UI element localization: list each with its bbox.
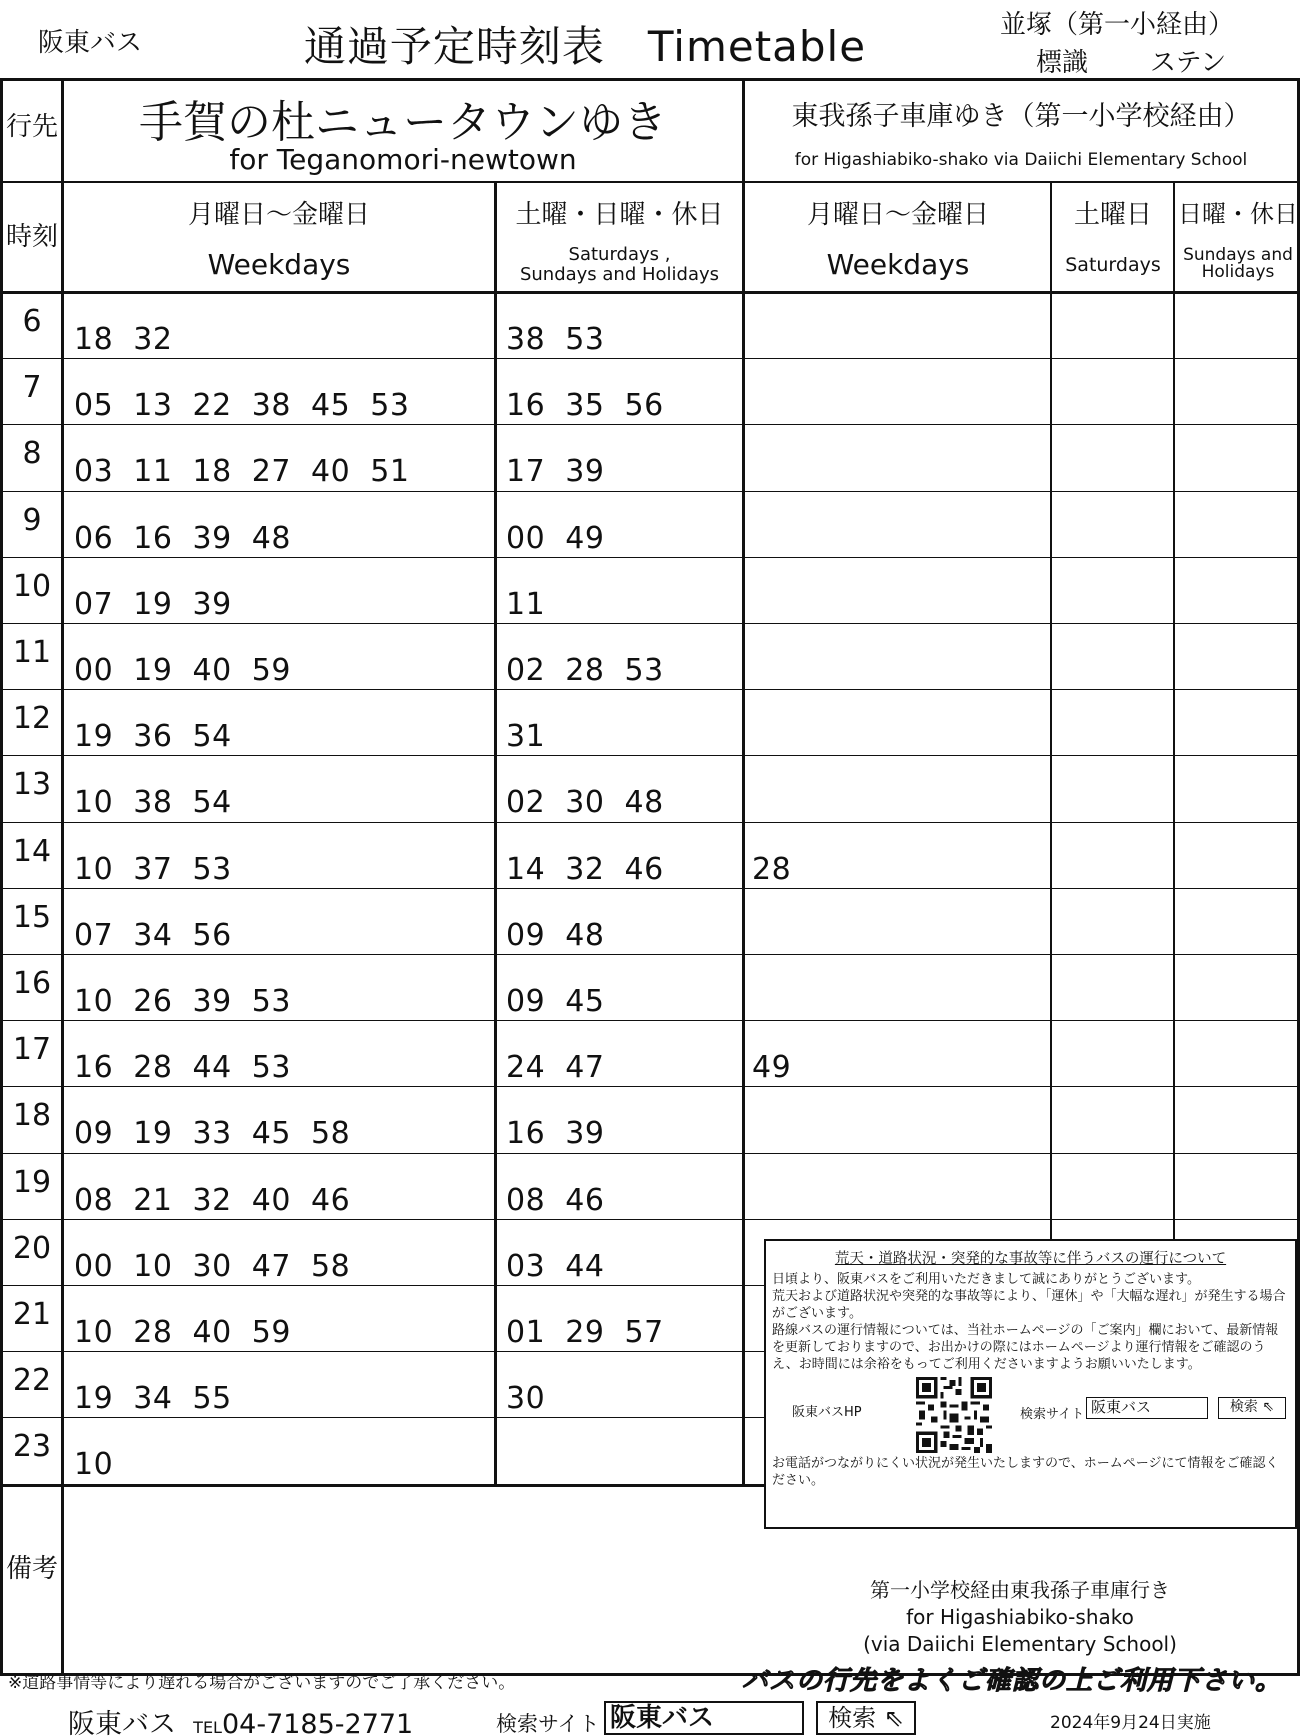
dest2-weekday-times: 28 bbox=[752, 851, 792, 887]
weekday-times: 10 38 54 bbox=[74, 785, 232, 821]
hour-row-line bbox=[64, 689, 1300, 690]
hour-row-line bbox=[64, 888, 1300, 889]
remark-line-3: (via Daiichi Elementary School) bbox=[863, 1632, 1177, 1656]
label-column-line bbox=[61, 78, 64, 1676]
weekday-times: 19 36 54 bbox=[74, 719, 232, 755]
weekend-times: 01 29 57 bbox=[506, 1315, 664, 1350]
hour-row-line bbox=[64, 1153, 1300, 1154]
hour-row-line bbox=[0, 491, 66, 492]
weekend-times: 08 46 bbox=[506, 1182, 605, 1218]
notice-links bbox=[772, 1373, 1289, 1455]
qr-code-icon[interactable] bbox=[916, 1377, 992, 1453]
hour-label: 14 bbox=[12, 833, 52, 869]
weekend-times: 16 39 bbox=[506, 1116, 605, 1152]
weekend-times: 00 49 bbox=[506, 520, 605, 556]
hour-label: 16 bbox=[12, 966, 52, 1001]
header-divider-line bbox=[0, 181, 1300, 183]
hour-label: 6 bbox=[22, 304, 42, 339]
tel-prefix: TEL bbox=[193, 1718, 222, 1736]
hour-row-line bbox=[0, 1153, 66, 1154]
hour-label: 17 bbox=[12, 1032, 52, 1068]
notice-p1: 日頃より、阪東バスをご利用いただきまして誠にありがとうございます。 bbox=[772, 1272, 1200, 1287]
page-title: 通過予定時刻表 Timetable bbox=[303, 22, 867, 71]
weekday-weekend-divider-line bbox=[494, 181, 497, 1484]
hour-row-line bbox=[0, 822, 66, 823]
hour-row-line bbox=[64, 424, 1300, 425]
phone-number[interactable]: 04-7185-2771 bbox=[221, 1709, 414, 1736]
notice-footer: お電話がつながりにくい状況が発生いたしますので、ホームページにて情報をご確認ください。 bbox=[772, 1456, 1279, 1488]
hour-label: 19 bbox=[12, 1164, 52, 1200]
notice-title: 荒天・道路状況・突発的な事故等に伴うバスの運行について bbox=[834, 1251, 1227, 1267]
hour-row-line bbox=[0, 557, 66, 558]
hour-label: 15 bbox=[12, 899, 52, 935]
confirm-destination-note: バスの行先をよくご確認の上ご利用下さい。 bbox=[742, 1666, 1283, 1696]
weekday-times: 18 32 bbox=[74, 322, 173, 357]
remarks-label: 備考 bbox=[5, 1554, 58, 1584]
hour-row-line bbox=[64, 1020, 1300, 1021]
hour-row-line bbox=[0, 1417, 66, 1418]
weekend-times: 17 39 bbox=[506, 454, 605, 490]
hour-row-line bbox=[64, 1086, 1300, 1087]
remark-line-1: 第一小学校経由東我孫子車庫行き bbox=[870, 1578, 1170, 1602]
hour-row-line bbox=[0, 689, 66, 690]
hour-row-line bbox=[64, 358, 1300, 359]
col2-sat-en: Saturdays bbox=[1065, 254, 1161, 276]
hour-row-line bbox=[64, 822, 1300, 823]
hour-row-line bbox=[0, 424, 66, 425]
cursor-icon: ⇖ bbox=[1262, 1399, 1275, 1415]
hour-row-line bbox=[64, 1219, 1300, 1220]
notice-site-label: 検索サイト bbox=[1020, 1407, 1085, 1422]
hour-row-line bbox=[0, 1351, 66, 1352]
hour-row-line bbox=[64, 755, 1300, 756]
col2-sun-ja: 日曜・休日 bbox=[1178, 200, 1298, 228]
hour-row-line bbox=[0, 954, 66, 955]
footer-search-button[interactable] bbox=[816, 1701, 916, 1735]
remark-line-2: for Higashiabiko-shako bbox=[906, 1605, 1134, 1629]
stop-sub-a: 標識 bbox=[1036, 48, 1089, 78]
col-weekend-en-2: Sundays and Holidays bbox=[519, 264, 720, 285]
notice-search-input[interactable]: 阪東バス bbox=[1086, 1397, 1208, 1419]
hour-label: 12 bbox=[12, 701, 52, 737]
col-weekday-en: Weekdays bbox=[207, 248, 351, 281]
stop-sub bbox=[1036, 42, 1300, 79]
dest1-name-ja: 手賀の杜ニュータウンゆき bbox=[139, 97, 667, 148]
hour-row-line bbox=[0, 1086, 66, 1087]
notice-search-button[interactable] bbox=[1218, 1397, 1286, 1419]
notice-p2: 荒天および道路状況や突発的な事故等により、「運休」や「大幅な遅れ」が発生する場合がございます。 bbox=[772, 1289, 1286, 1321]
hour-row-line bbox=[0, 358, 66, 359]
hour-row-line bbox=[0, 1219, 66, 1220]
hour-row-line bbox=[64, 491, 1300, 492]
stop-name: 並塚（第一小経由） bbox=[1000, 10, 1235, 40]
dest2-name-ja: 東我孫子車庫ゆき（第一小学校経由） bbox=[791, 101, 1251, 132]
destination-divider-line bbox=[742, 78, 745, 1484]
footer-search-button-label: 検索 bbox=[828, 1704, 877, 1732]
hour-label: 11 bbox=[12, 635, 52, 670]
col2-weekday-en: Weekdays bbox=[826, 248, 970, 281]
dest2-name-en: for Higashiabiko-shako via Daiichi Elementary School bbox=[794, 150, 1248, 170]
weekday-times: 10 37 53 bbox=[74, 851, 232, 887]
effective-date: 2024年9月24日実施 bbox=[1050, 1713, 1211, 1733]
hour-row-line bbox=[64, 954, 1300, 955]
hour-row-line bbox=[0, 1285, 66, 1286]
hour-row-line bbox=[0, 755, 66, 756]
dest-label: 行先 bbox=[5, 112, 58, 142]
hour-label: 21 bbox=[12, 1297, 52, 1332]
company-name: 阪東バス bbox=[38, 28, 143, 58]
time-label: 時刻 bbox=[5, 222, 58, 252]
hour-label: 13 bbox=[12, 767, 52, 803]
cursor-icon: ⇖ bbox=[876, 1704, 904, 1732]
weekend-times: 02 28 53 bbox=[506, 653, 664, 688]
hour-label: 22 bbox=[12, 1363, 52, 1399]
col2-sun-en-1: Sundays and bbox=[1183, 245, 1293, 265]
hour-label: 20 bbox=[12, 1230, 52, 1266]
dest1-name-en: for Teganomori-newtown bbox=[229, 143, 577, 176]
weekday-times: 07 34 56 bbox=[74, 917, 232, 953]
hour-row-line bbox=[0, 623, 66, 624]
weekday-times: 07 19 39 bbox=[74, 586, 232, 622]
weekday-times: 10 26 39 53 bbox=[74, 984, 291, 1019]
weekday-times: 06 16 39 48 bbox=[74, 520, 291, 556]
hour-row-line bbox=[64, 623, 1300, 624]
header-bottom-line bbox=[0, 291, 1300, 294]
hour-label: 18 bbox=[12, 1098, 52, 1134]
weekend-times: 16 35 56 bbox=[506, 388, 664, 424]
footer-search-input[interactable]: 阪東バス bbox=[604, 1701, 804, 1735]
dest2-weekday-times: 49 bbox=[752, 1050, 792, 1086]
hour-label: 9 bbox=[22, 502, 42, 538]
service-notice bbox=[764, 1239, 1297, 1529]
footer-company-name: 阪東バス bbox=[68, 1709, 176, 1736]
weekday-times: 16 28 44 53 bbox=[74, 1050, 291, 1086]
hour-row-line bbox=[64, 557, 1300, 558]
hour-label: 10 bbox=[12, 568, 52, 604]
weekend-times: 30 bbox=[506, 1381, 546, 1417]
weekend-times: 09 45 bbox=[506, 984, 605, 1019]
weekend-times: 24 47 bbox=[506, 1050, 605, 1086]
notice-search-button-label: 検索 bbox=[1229, 1399, 1258, 1415]
weekday-times: 03 11 18 27 40 51 bbox=[74, 454, 410, 490]
weekend-times: 38 53 bbox=[506, 322, 605, 357]
weekday-times: 00 10 30 47 58 bbox=[74, 1248, 351, 1284]
weekend-times: 09 48 bbox=[506, 917, 605, 953]
weekday-times: 09 19 33 45 58 bbox=[74, 1116, 351, 1152]
col-weekend-en-1: Saturdays , bbox=[568, 244, 671, 265]
hour-label: 23 bbox=[12, 1429, 52, 1465]
col2-sat-ja: 土曜日 bbox=[1073, 200, 1152, 230]
hour-row-line bbox=[0, 1020, 66, 1021]
hour-row-line bbox=[0, 888, 66, 889]
col-weekday-ja: 月曜日～金曜日 bbox=[187, 200, 370, 230]
weekend-times: 11 bbox=[506, 586, 546, 622]
weekend-times: 02 30 48 bbox=[506, 785, 664, 821]
weekday-times: 08 21 32 40 46 bbox=[74, 1182, 351, 1218]
weekend-times: 03 44 bbox=[506, 1248, 605, 1284]
footer-site-label: 検索サイト bbox=[496, 1712, 600, 1736]
stop-sub-b: ステン bbox=[1150, 48, 1227, 78]
col2-weekday-ja: 月曜日～金曜日 bbox=[806, 200, 989, 230]
weekday-times: 10 bbox=[74, 1447, 114, 1483]
col-weekend-ja: 土曜・日曜・休日 bbox=[515, 200, 724, 230]
hp-label: 阪東バスHP bbox=[792, 1405, 862, 1420]
delay-note: ※道路事情等により遅れる場合がございますのでご了承ください。 bbox=[8, 1673, 516, 1693]
weekend-times: 14 32 46 bbox=[506, 851, 664, 887]
footer-company bbox=[68, 1702, 413, 1736]
notice-p3: 路線バスの運行情報については、当社ホームページの「ご案内」欄において、最新情報を更新しておりますので、お出かけの際にはホームページより運行情報をご確認のうえ、お時間には余裕をもってご利用くださいますようお願いいたします。 bbox=[772, 1323, 1279, 1372]
weekday-times: 05 13 22 38 45 53 bbox=[74, 388, 410, 424]
weekday-times: 19 34 55 bbox=[74, 1381, 232, 1417]
hour-label: 8 bbox=[22, 436, 42, 472]
weekday-times: 00 19 40 59 bbox=[74, 653, 291, 688]
weekday-times: 10 28 40 59 bbox=[74, 1315, 291, 1350]
col2-sun-en-2: Holidays bbox=[1201, 262, 1275, 282]
hour-label: 7 bbox=[22, 370, 42, 406]
weekend-times: 31 bbox=[506, 719, 546, 755]
